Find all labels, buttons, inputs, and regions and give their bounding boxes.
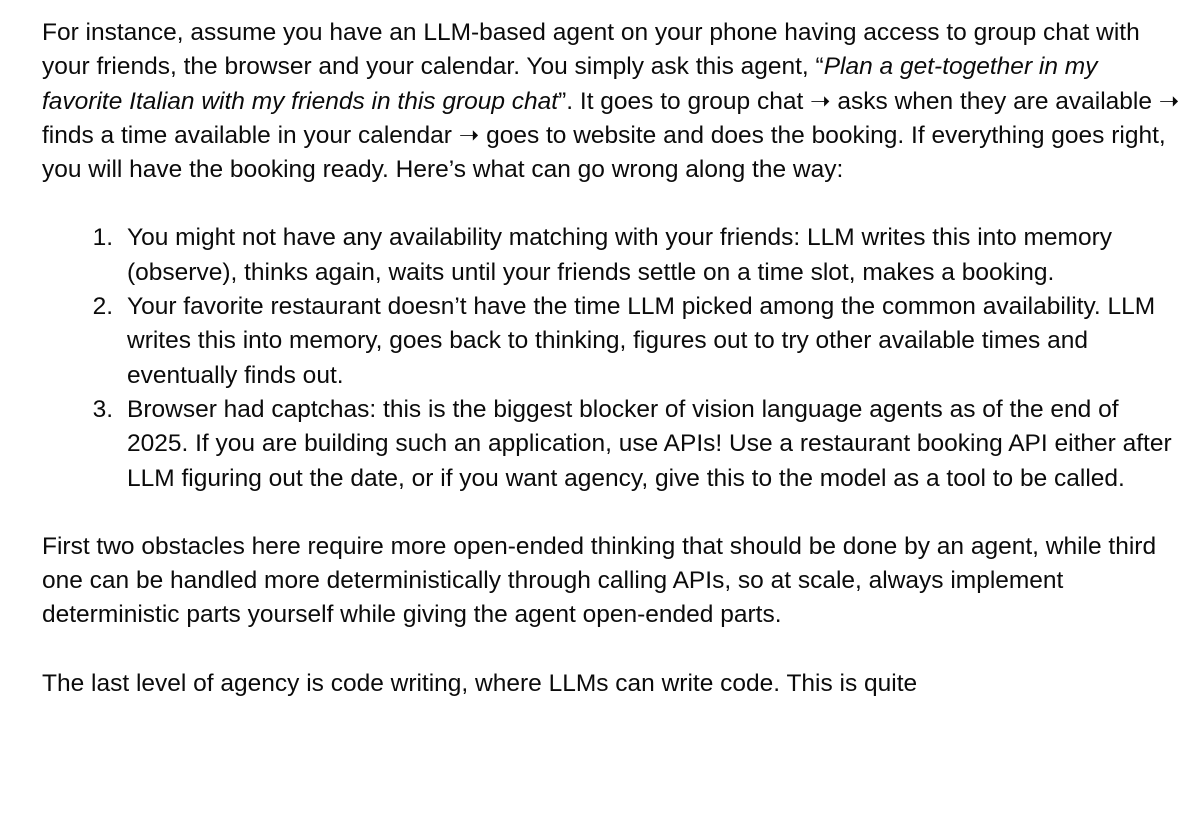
article-body <box>42 16 1182 701</box>
list-item <box>92 290 1182 393</box>
list-item-number: 3. <box>92 395 113 423</box>
obstacles-list-container <box>42 221 1182 495</box>
list-item-text: Browser had captchas: this is the biggest blocker of vision language agents as of the end of 2025. If you are building such an application, use APIs! Use a restaurant booking API either after LLM figuring out the date, or if you want agency, give this to the model as a tool to be called. <box>127 395 1172 492</box>
intro-paragraph <box>42 16 1182 187</box>
obstacles-list <box>42 221 1182 495</box>
intro-text-end: ”. It goes to group chat ➝ asks when they are available ➝ finds a time available in your calendar ➝ goes to website and does the booking. If everything goes right, you will have the booking ready. Here’s what can go wrong along the way: <box>42 87 1180 184</box>
intro-text-start: For instance, assume you have an LLM-based agent on your phone having access to group chat with your friends, the browser and your calendar. You simply ask this agent, “ <box>42 19 1140 81</box>
list-item-number: 2. <box>92 293 113 321</box>
list-item-text: Your favorite restaurant doesn’t have the time LLM picked among the common availability. LLM writes this into memory, goes back to thinking, figures out to try other available times and eventually finds out. <box>127 293 1156 389</box>
list-item-number: 1. <box>92 224 113 252</box>
list-item <box>92 393 1182 496</box>
conclusion-paragraph: First two obstacles here require more open-ended thinking that should be done by an agent, while third one can be handled more deterministically through calling APIs, so at scale, always implement deterministic parts yourself while giving the agent open-ended parts. <box>42 532 1157 629</box>
code-writing-paragraph: The last level of agency is code writing, where LLMs can write code. This is quite <box>42 669 918 697</box>
list-item-text: You might not have any availability matching with your friends: LLM writes this into memory (observe), thinks again, waits until your friends settle on a time slot, makes a booking. <box>127 224 1112 286</box>
list-item <box>92 221 1182 290</box>
intro-quote: Plan a get-together in my favorite Italian with my friends in this group chat <box>42 53 1098 115</box>
